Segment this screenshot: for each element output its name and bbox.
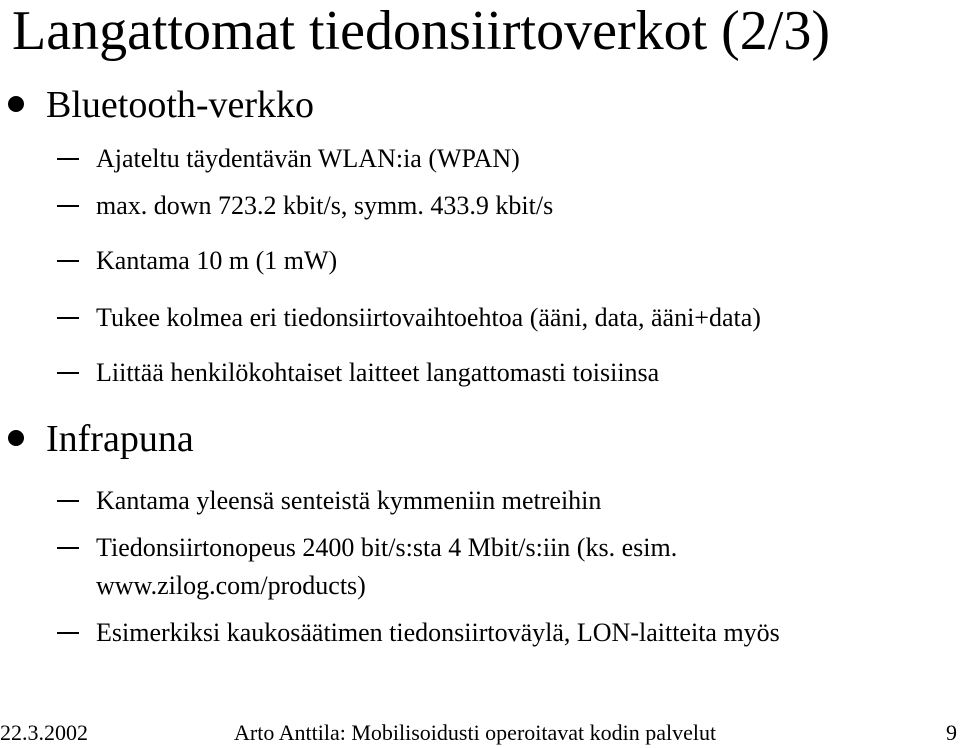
bullet-dot-icon [8, 96, 24, 112]
bullet-heading: Bluetooth-verkko [46, 84, 315, 126]
dash-icon [57, 158, 79, 160]
dash-icon [57, 500, 79, 502]
sub-item-text: max. down 723.2 kbit/s, symm. 433.9 kbit/s [96, 191, 554, 220]
footer-page-number: 9 [946, 720, 957, 745]
dash-icon [57, 260, 79, 262]
footer-date: 22.3.2002 [0, 720, 88, 745]
dash-icon [57, 317, 79, 319]
sub-item-text: Ajateltu täydentävän WLAN:ia (WPAN) [96, 144, 520, 173]
sub-item-text: Kantama yleensä senteistä kymmeniin metreihin [96, 486, 602, 515]
bullet-dot-icon [8, 430, 24, 446]
sub-item-text: Kantama 10 m (1 mW) [96, 246, 338, 275]
sub-item-text: www.zilog.com/products) [96, 571, 366, 600]
dash-icon [57, 547, 79, 549]
footer-author-title: Arto Anttila: Mobilisoidusti operoitavat kodin palvelut [234, 720, 717, 745]
dash-icon [57, 372, 79, 374]
sub-item-text: Tiedonsiirtonopeus 2400 bit/s:sta 4 Mbit/s:iin (ks. esim. [96, 533, 678, 562]
sub-item-text: Liittää henkilökohtaiset laitteet langattomasti toisiinsa [96, 358, 660, 387]
dash-icon [57, 632, 79, 634]
sub-item-text: Tukee kolmea eri tiedonsiirtovaihtoehtoa (ääni, data, ääni+data) [96, 303, 761, 332]
dash-icon [57, 205, 79, 207]
sub-item-text: Esimerkiksi kaukosäätimen tiedonsiirtoväylä, LON-laitteita myös [96, 618, 780, 647]
slide-title: Langattomat tiedonsiirtoverkot (2/3) [12, 0, 831, 62]
bullet-heading: Infrapuna [46, 418, 194, 460]
